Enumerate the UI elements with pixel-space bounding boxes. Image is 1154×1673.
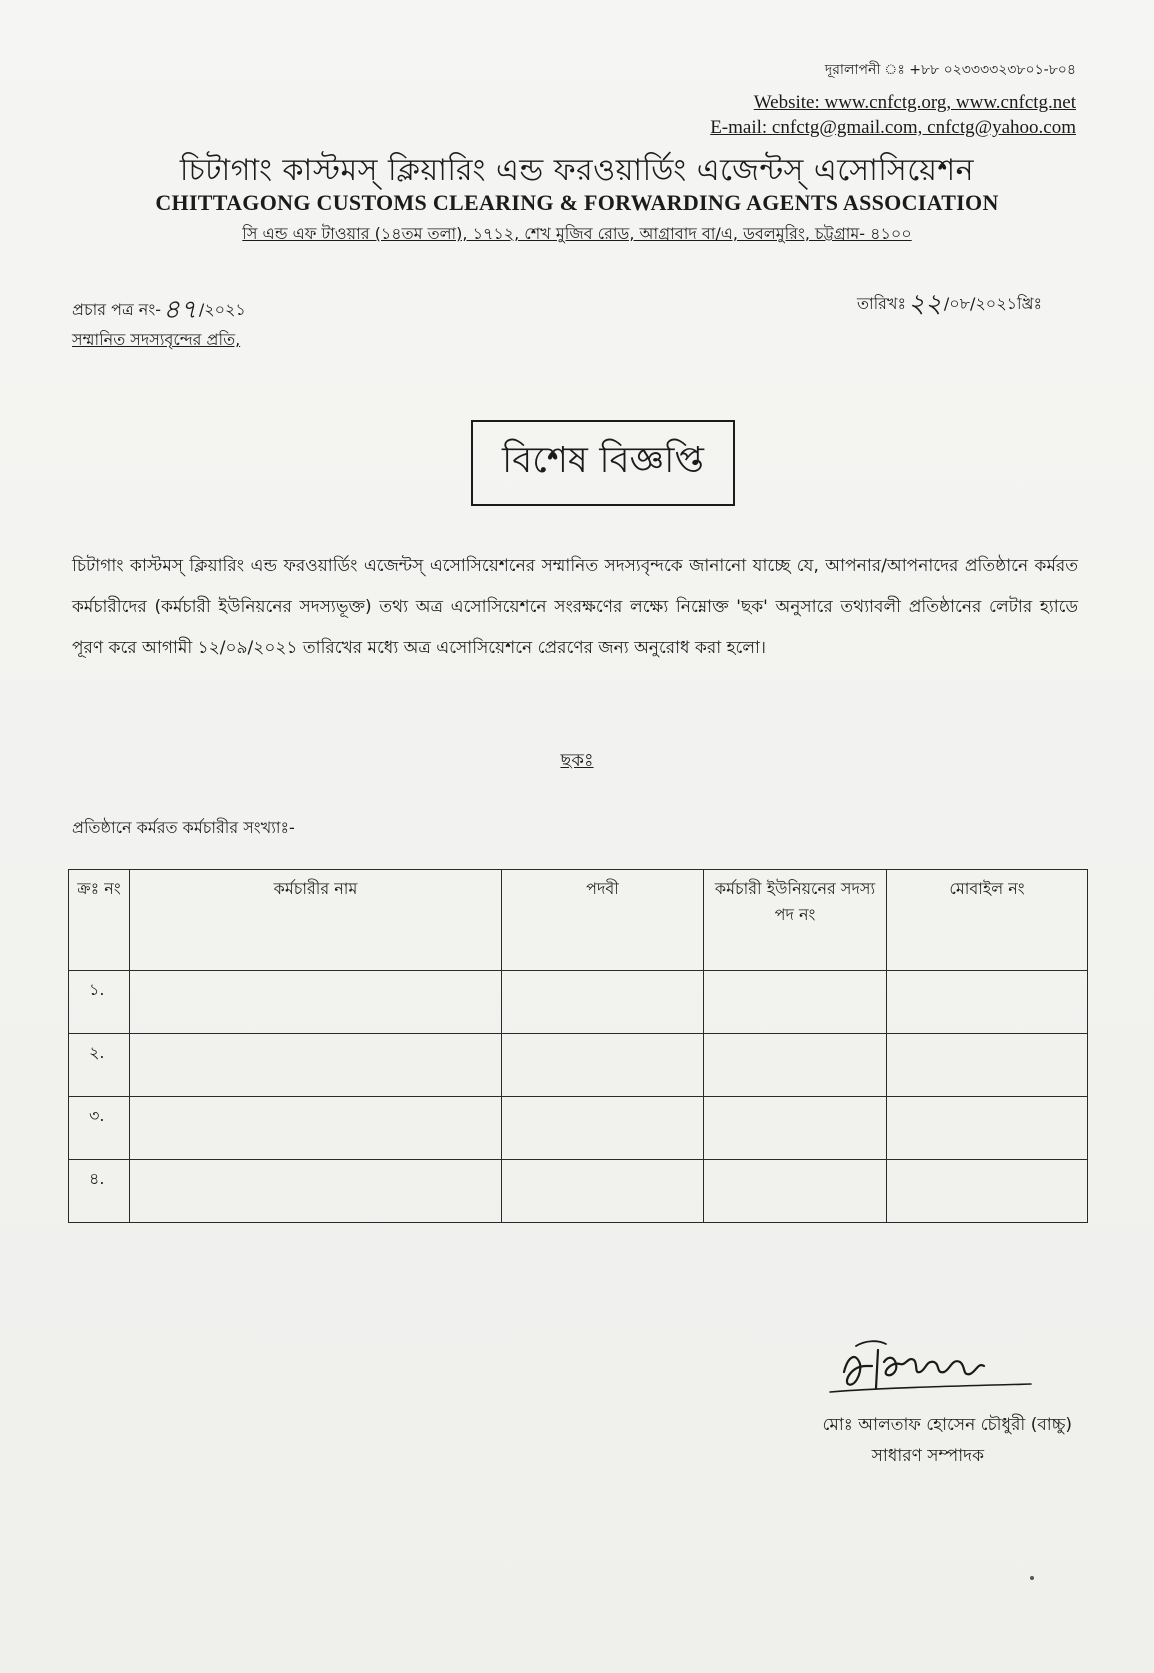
signatory-title: সাধারণ সম্পাদক xyxy=(871,1446,984,1466)
cell-designation xyxy=(502,1097,704,1160)
cell-union xyxy=(704,1160,887,1223)
cell-mobile xyxy=(887,1160,1088,1223)
association-name-bangla: চিটাগাং কাস্টমস্ ক্লিয়ারিং এন্ড ফরওয়ার্ডিং এজেন্টস্ এসোসিয়েশন xyxy=(179,153,975,188)
cell-designation xyxy=(502,971,704,1034)
row-serial: ৩. xyxy=(69,1097,130,1160)
date-suffix: /০৮/২০২১খ্রিঃ xyxy=(943,294,1042,313)
header-designation: পদবী xyxy=(502,870,704,971)
date-prefix: তারিখঃ xyxy=(856,294,907,313)
table-header-row xyxy=(69,870,1088,971)
table-row xyxy=(69,971,1088,1034)
association-address: সি এন্ড এফ টাওয়ার (১৪তম তলা), ১৭১২, শেখ মুজিব রোড, আগ্রাবাদ বা/এ, ডবলমুরিং, চট্টগ্রাম- ৪১০০ xyxy=(242,224,912,243)
date-handwritten-day: ২২ xyxy=(908,289,942,319)
cell-name xyxy=(130,1034,502,1097)
form-label: ছকঃ xyxy=(560,750,594,771)
employee-form-table xyxy=(68,869,1088,1223)
row-serial: ২. xyxy=(69,1034,130,1097)
memo-handwritten-number: ৪৭ xyxy=(163,295,197,325)
cell-union xyxy=(704,971,887,1034)
website-line: Website: www.cnfctg.org, www.cnfctg.net xyxy=(753,92,1076,113)
memo-prefix: প্রচার পত্র নং- xyxy=(72,300,162,319)
handwritten-signature xyxy=(826,1326,1036,1406)
table-row xyxy=(69,1160,1088,1223)
cell-mobile xyxy=(887,971,1088,1034)
table-row xyxy=(69,1034,1088,1097)
cell-designation xyxy=(502,1160,704,1223)
header-employee-name: কর্মচারীর নাম xyxy=(130,870,502,971)
cell-union xyxy=(704,1034,887,1097)
header-serial: ক্রঃ নং xyxy=(69,870,130,971)
memo-suffix: /২০২১ xyxy=(198,300,246,319)
phone-number: দূরালাপনী ঃ +৮৮ ০২৩৩৩৩২৩৮০১-৮০৪ xyxy=(824,62,1076,78)
notice-body: চিটাগাং কাস্টমস্ ক্লিয়ারিং এন্ড ফরওয়ার্ডিং এজেন্টস্ এসোসিয়েশনের সম্মানিত সদস্যবৃন্দকে জানানো যাচ্ছে যে, আপনার/আপনাদের প্রতিষ্ঠানে কর্মরত কর্মচারীদের (কর্মচারী ইউনিয়নের সদস্যভূক্ত) তথ্য অত্র এসোসিয়েশনে সংরক্ষণের লক্ষ্যে নিম্নোক্ত 'ছক' অনুসারে তথ্যাবলী প্রতিষ্ঠানের লেটার হ্যাডে পূরণ করে আগামী ১২/০৯/২০২১ তারিখের মধ্যে অত্র এসোসিয়েশনে প্রেরণের জন্য অনুরোধ করা হলো। xyxy=(72,556,1078,658)
scan-speck xyxy=(1030,1576,1034,1580)
row-serial: ৪. xyxy=(69,1160,130,1223)
email-line: E-mail: cnfctg@gmail.com, cnfctg@yahoo.com xyxy=(710,117,1076,138)
cell-name xyxy=(130,971,502,1034)
header-mobile: মোবাইল নং xyxy=(887,870,1088,971)
employee-count-label: প্রতিষ্ঠানে কর্মরত কর্মচারীর সংখ্যাঃ- xyxy=(72,818,295,837)
cell-union xyxy=(704,1097,887,1160)
issue-date xyxy=(857,283,1042,327)
row-serial: ১. xyxy=(69,971,130,1034)
cell-name xyxy=(130,1160,502,1223)
table-row xyxy=(69,1097,1088,1160)
cell-mobile xyxy=(887,1097,1088,1160)
signatory-name: মোঃ আলতাফ হোসেন চৌধুরী (বাচ্চু) xyxy=(822,1415,1072,1435)
notice-title-box xyxy=(471,420,735,506)
contact-block xyxy=(710,58,1076,140)
association-name-english: CHITTAGONG CUSTOMS CLEARING & FORWARDING AGENTS ASSOCIATION xyxy=(155,190,999,215)
notice-title: বিশেষ বিজ্ঞপ্তি xyxy=(501,440,705,481)
cell-designation xyxy=(502,1034,704,1097)
cell-mobile xyxy=(887,1034,1088,1097)
header-union-membership: কর্মচারী ইউনিয়নের সদস্য পদ নং xyxy=(704,870,887,971)
addressee: সম্মানিত সদস্যবৃন্দের প্রতি, xyxy=(72,330,241,349)
cell-name xyxy=(130,1097,502,1160)
